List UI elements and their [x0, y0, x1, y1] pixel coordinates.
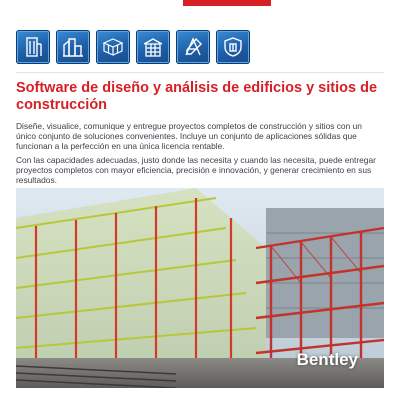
shield-building-icon [216, 30, 250, 64]
product-icon-row [16, 30, 250, 64]
top-accent-bar [183, 0, 271, 6]
structural-grid-icon [96, 30, 130, 64]
building-structure-photo [16, 188, 384, 388]
intro-paragraph: Diseñe, visualice, comunique y entregue proyectos completos de construcción y sitios con un único conjunto de soluciones convenientes. Incluye un conjunto de aplicaciones sólidas que funcionan a la perfección en una única licencia rentable. [16, 121, 362, 151]
building-facade-icon [136, 30, 170, 64]
drafting-tools-icon [176, 30, 210, 64]
section-divider [16, 72, 384, 73]
bentley-logo: Bentley [296, 350, 358, 369]
building-tower-icon [16, 30, 50, 64]
city-skyline-icon [56, 30, 90, 64]
benefits-paragraph: Con las capacidades adecuadas, justo donde las necesita y cuando las necesita, puede entregar proyectos completos con mayor eficiencia, precisión e innovación, y generar crecimiento en sus resultados. [16, 155, 376, 185]
page-headline: Software de diseño y análisis de edificios y sitios de construcción [16, 80, 378, 113]
